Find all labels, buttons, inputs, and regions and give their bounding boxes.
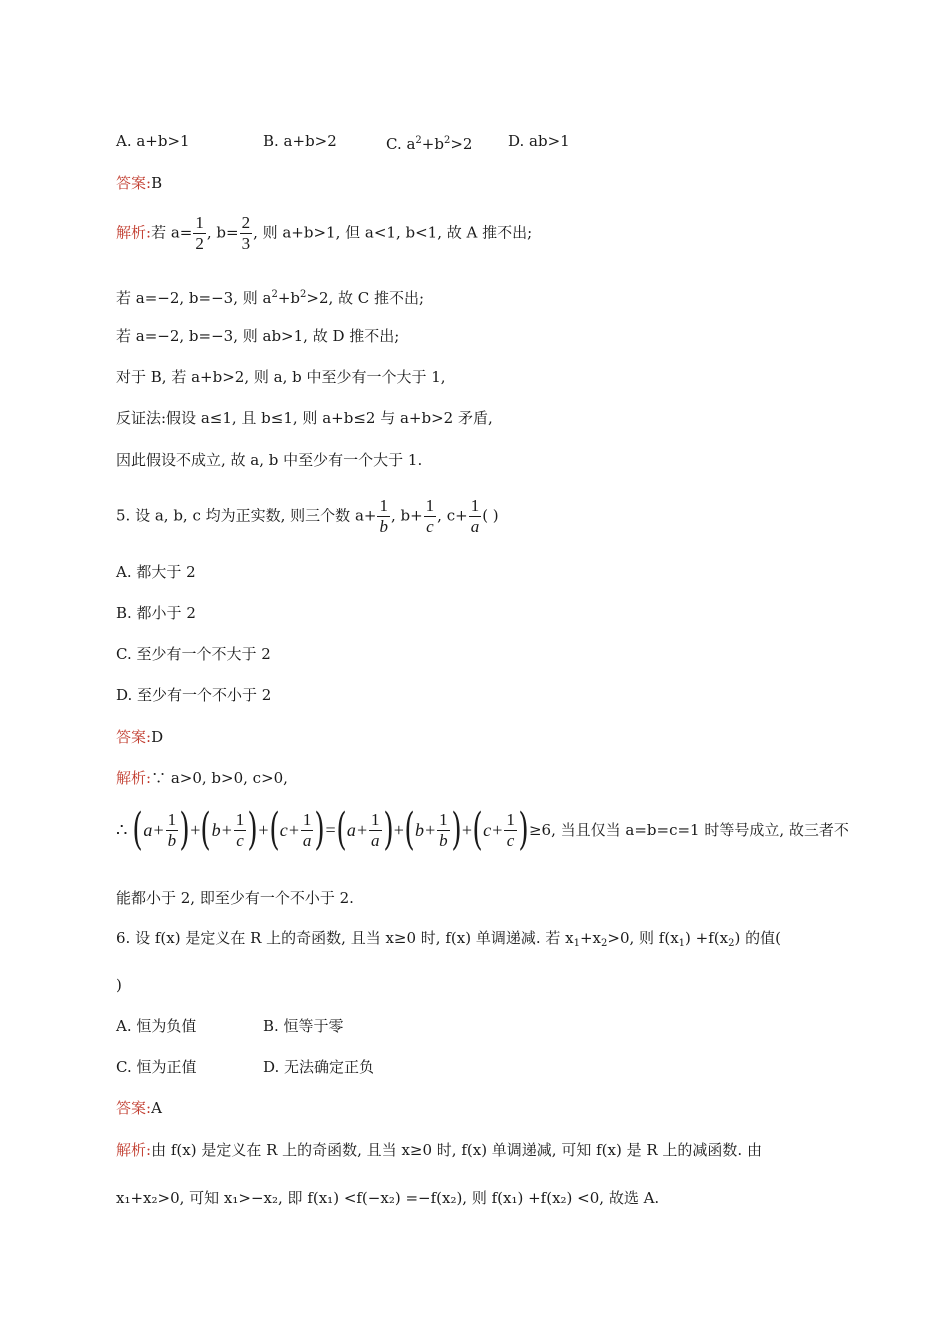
q4-option-a: A. a+b>1 xyxy=(116,132,190,150)
q6-option-c: C. 恒为正值 xyxy=(116,1058,197,1076)
q4-answer: 答案:B xyxy=(116,174,163,192)
q4-option-b: B. a+b>2 xyxy=(263,132,337,150)
q6-stem: 6. 设 f(x) 是定义在 R 上的奇函数, 且当 x≥0 时, f(x) 单调递减. 若 $x_1+x_2>0$, 则 $f(x_1) +f(x_2)$ 的值( xyxy=(116,929,781,949)
q6-option-b: B. 恒等于零 xyxy=(263,1017,344,1035)
q4-analysis-line-3: 若 a=−2, b=−3, 则 ab>1, 故 D 推不出; xyxy=(116,327,400,345)
q5-option-c: C. 至少有一个不大于 2 xyxy=(116,645,271,663)
q5-option-b: B. 都小于 2 xyxy=(116,604,196,622)
q6-stem-close: ) xyxy=(116,976,122,994)
q5-analysis-line-3: 能都小于 2, 即至少有一个不小于 2. xyxy=(116,889,354,907)
q4-option-d: D. ab>1 xyxy=(508,132,570,150)
q6-option-d: D. 无法确定正负 xyxy=(263,1058,375,1076)
q4-analysis-line-5: 反证法:假设 a≤1, 且 b≤1, 则 a+b≤2 与 a+b>2 矛盾, xyxy=(116,409,493,427)
q4-analysis-line-1: 解析:若 a= $\frac{1}{2}$ , b= $\frac{2}{3}$ , 则 a+b>1, 但 a<1, b<1, 故 A 推不出; xyxy=(116,213,533,253)
q6-analysis-line-2: x₁+x₂>0, 可知 x₁>−x₂, 即 f(x₁) <f(−x₂) =−f(x₂), 则 f(x₁) +f(x₂) <0, 故选 A. xyxy=(116,1189,660,1207)
q6-answer: 答案:A xyxy=(116,1099,162,1117)
q5-answer: 答案:D xyxy=(116,728,164,746)
q4-analysis-line-2: 若 a=−2, b=−3, 则 $a^2+b^2>2$, 故 C 推不出; xyxy=(116,289,425,307)
q5-option-a: A. 都大于 2 xyxy=(116,563,196,581)
q5-analysis-line-1: 解析:∵ a>0, b>0, c>0, xyxy=(116,769,288,787)
q6-option-a: A. 恒为负值 xyxy=(116,1017,197,1035)
q4-analysis-line-6: 因此假设不成立, 故 a, b 中至少有一个大于 1. xyxy=(116,451,423,469)
q5-stem: 5. 设 a, b, c 均为正实数, 则三个数 a+ $\frac{1}{b}$ , b+ $\frac{1}{c}$ , c+ $\frac{1}{a}$ ( ) xyxy=(116,496,499,536)
q4-option-c: C. $a^2+b^2>2$ xyxy=(386,135,473,153)
q5-analysis-inequality: ∴ (a+ $\frac{1}{b}$ )+(b+ $\frac{1}{c}$ )+(c+ $\frac{1}{a}$ )=(a+ $\frac{1}{a}$ )+(b+ $\frac{1}{b}$ )+(c+ $\frac{1}{c}$ )≥6, 当且仅当 a=b=c=1 时等号成立, 故三者不 xyxy=(116,804,849,855)
q5-option-d: D. 至少有一个不小于 2 xyxy=(116,686,272,704)
q4-analysis-line-4: 对于 B, 若 a+b>2, 则 a, b 中至少有一个大于 1, xyxy=(116,368,446,386)
q6-analysis-line-1: 解析:由 f(x) 是定义在 R 上的奇函数, 且当 x≥0 时, f(x) 单调递减, 可知 f(x) 是 R 上的减函数. 由 xyxy=(116,1141,762,1159)
